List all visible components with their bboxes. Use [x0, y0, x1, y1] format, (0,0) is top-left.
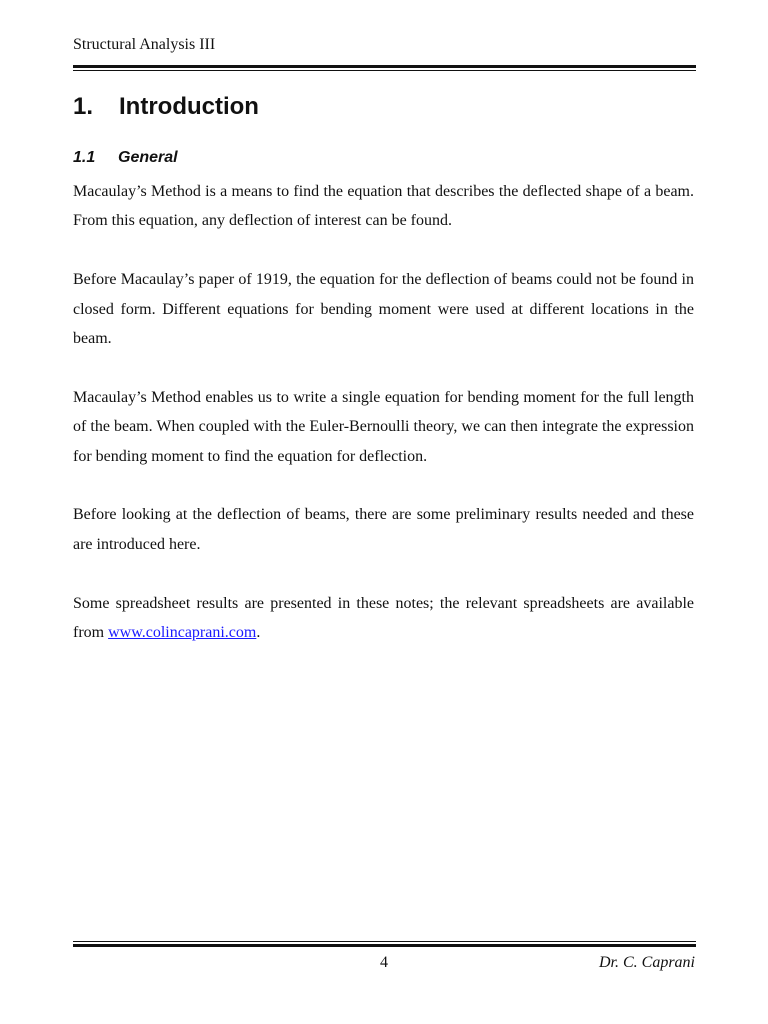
chapter-number: 1.	[73, 93, 94, 120]
paragraph-5	[73, 589, 694, 648]
paragraph-3: Macaulay’s Method enables us to write a single equation for bending moment for the full length of the beam. When coupled with the Euler-Bernoulli theory, we can then integrate the expression for bending moment to find the equation for deflection.	[73, 388, 694, 465]
website-link[interactable]: www.colincaprani.com	[108, 624, 257, 642]
page-number: 4	[380, 954, 388, 971]
footer-author: Dr. C. Caprani	[598, 954, 695, 971]
paragraph-4: Before looking at the deflection of beams, there are some preliminary results needed and these are introduced here.	[73, 506, 694, 553]
section-number: 1.1	[73, 149, 96, 166]
paragraph-1: Macaulay’s Method is a means to find the equation that describes the deflected shape of a beam. From this equation, any deflection of interest can be found.	[73, 183, 694, 230]
section-heading	[73, 148, 178, 168]
chapter-title: Introduction	[119, 93, 259, 120]
chapter-heading	[73, 92, 259, 122]
section-title: General	[118, 149, 178, 166]
paragraph-5-end: .	[256, 624, 261, 642]
footer-rule-thick	[73, 944, 696, 947]
running-header: Structural Analysis III	[73, 36, 216, 53]
header-rule-thin	[73, 70, 696, 71]
footer-rule-thin	[73, 941, 696, 942]
body-text	[73, 177, 694, 677]
paragraph-5-text: Some spreadsheet results are presented in these notes; the relevant spreadsheets are available from	[73, 594, 694, 642]
paragraph-2: Before Macaulay’s paper of 1919, the equation for the deflection of beams could not be found in closed form. Different equations for bending moment were used at different locations in the beam.	[73, 271, 694, 348]
header-rule-thick	[73, 65, 696, 68]
